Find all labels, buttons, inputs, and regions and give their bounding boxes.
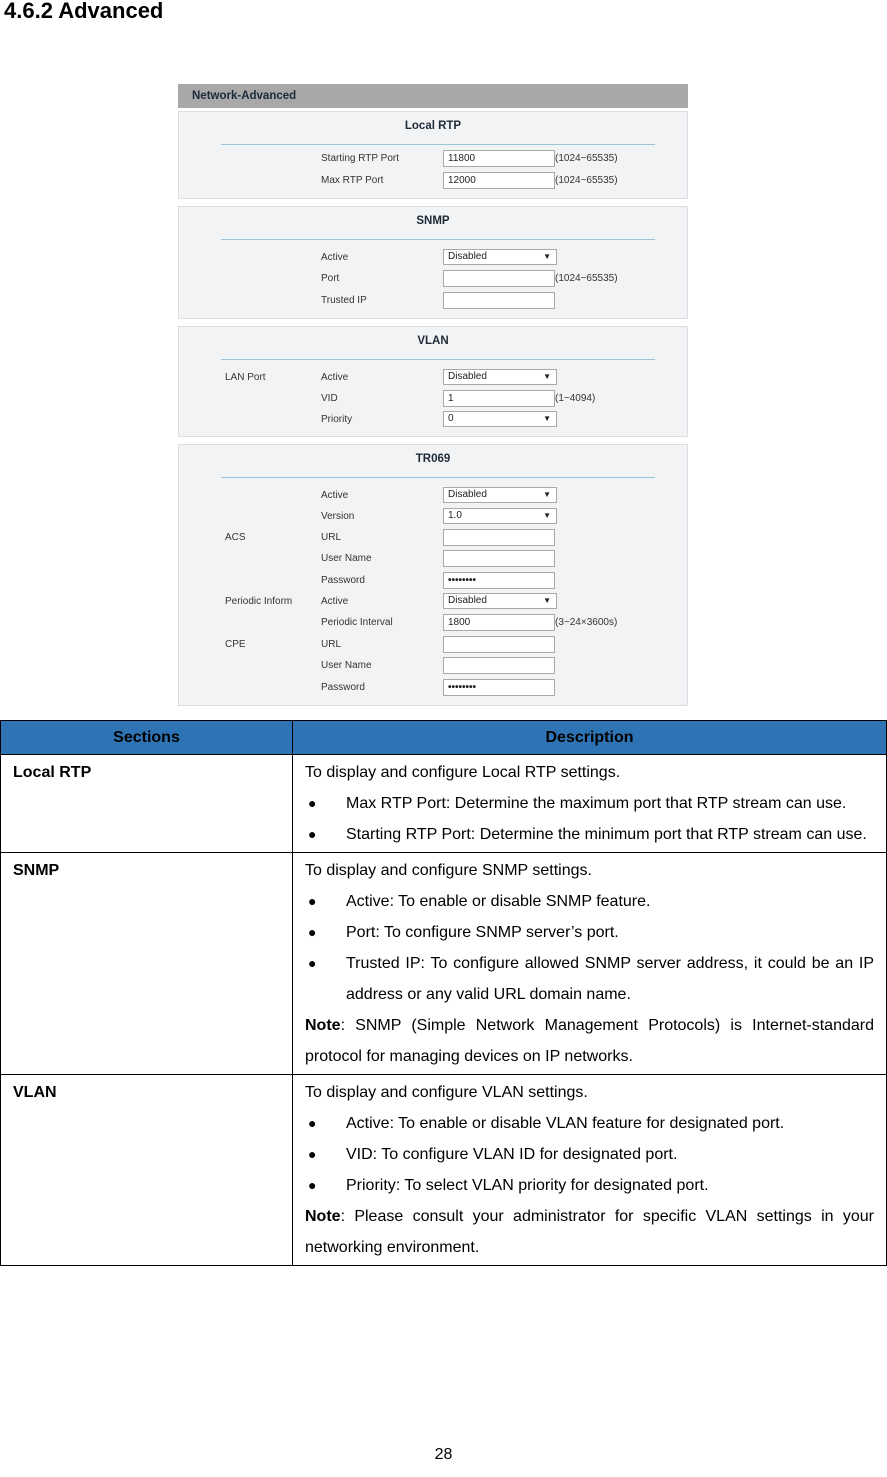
list-item-text: Max RTP Port: Determine the maximum port that RTP stream can use. bbox=[346, 795, 847, 812]
divider bbox=[221, 359, 655, 360]
list-item-text: Trusted IP: To configure allowed SNMP server address, it could be an IP address or any valid URL domain name. bbox=[346, 955, 874, 1003]
acs-username-label: User Name bbox=[321, 553, 372, 564]
table-row bbox=[1, 1075, 887, 1266]
bullet-list bbox=[305, 1108, 874, 1201]
tr069-active-select[interactable] bbox=[443, 487, 557, 503]
page-number: 28 bbox=[434, 1446, 453, 1463]
cpe-username-row bbox=[179, 657, 687, 677]
periodic-interval-input[interactable]: 1800 bbox=[443, 614, 555, 631]
acs-url-row bbox=[179, 529, 687, 549]
tr069-version-select[interactable] bbox=[443, 508, 557, 524]
acs-url-label: URL bbox=[321, 532, 342, 543]
vlan-active-value: Disabled bbox=[448, 371, 487, 382]
vlan-priority-row bbox=[179, 411, 687, 431]
vlan-vid-row bbox=[179, 390, 687, 410]
list-item bbox=[305, 886, 874, 917]
bullet-icon: ● bbox=[308, 1146, 317, 1162]
list-item bbox=[305, 819, 874, 850]
max-rtp-port-hint: (1024~65535) bbox=[555, 175, 618, 186]
bullet-icon: ● bbox=[308, 1177, 317, 1193]
snmp-trusted-ip-input[interactable] bbox=[443, 292, 555, 309]
starting-rtp-port-row bbox=[179, 150, 687, 170]
snmp-port-row bbox=[179, 270, 687, 290]
description-header: Description bbox=[293, 721, 887, 755]
divider bbox=[221, 239, 655, 240]
cpe-url-label: URL bbox=[321, 639, 342, 650]
snmp-active-select[interactable] bbox=[443, 249, 557, 265]
vlan-panel bbox=[178, 326, 688, 437]
network-advanced-screenshot bbox=[178, 84, 688, 706]
vlan-vid-input[interactable]: 1 bbox=[443, 390, 555, 407]
tr069-version-label: Version bbox=[321, 511, 355, 522]
list-item bbox=[305, 917, 874, 948]
snmp-active-value: Disabled bbox=[448, 251, 487, 262]
intro-text: To display and configure Local RTP settings. bbox=[305, 764, 621, 781]
description-cell bbox=[293, 1075, 887, 1266]
snmp-trusted-ip-row bbox=[179, 292, 687, 312]
snmp-port-input[interactable] bbox=[443, 270, 555, 287]
tr069-title: TR069 bbox=[415, 453, 451, 465]
periodic-inform-group-label: Periodic Inform bbox=[225, 596, 293, 607]
cpe-password-input[interactable]: •••••••• bbox=[443, 679, 555, 696]
bullet-list bbox=[305, 788, 874, 850]
section-cell: VLAN bbox=[1, 1075, 293, 1266]
list-item-text: Priority: To select VLAN priority for designated port. bbox=[346, 1177, 709, 1194]
table-header-row bbox=[1, 721, 887, 755]
bullet-icon: ● bbox=[308, 795, 317, 811]
periodic-active-row bbox=[179, 593, 687, 613]
periodic-active-label: Active bbox=[321, 596, 349, 607]
local-rtp-title: Local RTP bbox=[404, 120, 462, 132]
acs-password-label: Password bbox=[321, 575, 365, 586]
vlan-group-label: LAN Port bbox=[225, 372, 266, 383]
screenshot-title: Network-Advanced bbox=[178, 84, 688, 108]
periodic-interval-row bbox=[179, 614, 687, 634]
dropdown-arrow-icon: ▼ bbox=[543, 252, 551, 261]
acs-password-row bbox=[179, 572, 687, 592]
local-rtp-panel bbox=[178, 111, 688, 199]
tr069-active-row bbox=[179, 487, 687, 507]
intro-text: To display and configure VLAN settings. bbox=[305, 1084, 588, 1101]
dropdown-arrow-icon: ▼ bbox=[543, 372, 551, 381]
list-item-text: Active: To enable or disable SNMP feature. bbox=[346, 893, 651, 910]
bullet-icon: ● bbox=[308, 826, 317, 842]
table-row bbox=[1, 853, 887, 1075]
periodic-interval-hint: (3~24×3600s) bbox=[555, 617, 618, 628]
list-item bbox=[305, 788, 874, 819]
max-rtp-port-input[interactable]: 12000 bbox=[443, 172, 555, 189]
snmp-title: SNMP bbox=[416, 215, 450, 227]
max-rtp-port-label: Max RTP Port bbox=[321, 175, 384, 186]
note-body: : Please consult your administrator for specific VLAN settings in your networking environment. bbox=[305, 1208, 874, 1256]
acs-password-input[interactable]: •••••••• bbox=[443, 572, 555, 589]
vlan-vid-label: VID bbox=[321, 393, 338, 404]
acs-url-input[interactable] bbox=[443, 529, 555, 546]
max-rtp-port-row bbox=[179, 172, 687, 192]
vlan-vid-hint: (1~4094) bbox=[555, 393, 596, 404]
snmp-port-label: Port bbox=[321, 273, 340, 284]
periodic-interval-label: Periodic Interval bbox=[321, 617, 393, 628]
bullet-icon: ● bbox=[308, 893, 317, 909]
list-item bbox=[305, 1170, 874, 1201]
dropdown-arrow-icon: ▼ bbox=[543, 596, 551, 605]
cpe-url-row bbox=[179, 636, 687, 656]
vlan-active-row bbox=[179, 369, 687, 389]
starting-rtp-port-input[interactable]: 11800 bbox=[443, 150, 555, 167]
cpe-password-row bbox=[179, 679, 687, 699]
dropdown-arrow-icon: ▼ bbox=[543, 511, 551, 520]
snmp-port-hint: (1024~65535) bbox=[555, 273, 618, 284]
acs-username-row bbox=[179, 550, 687, 570]
divider bbox=[221, 144, 655, 145]
starting-rtp-port-hint: (1024~65535) bbox=[555, 153, 618, 164]
description-cell bbox=[293, 853, 887, 1075]
snmp-active-row bbox=[179, 249, 687, 269]
snmp-panel bbox=[178, 206, 688, 319]
divider bbox=[221, 477, 655, 478]
note-label: Note bbox=[305, 1208, 341, 1225]
list-item bbox=[305, 1139, 874, 1170]
note-text bbox=[305, 1201, 874, 1263]
vlan-priority-label: Priority bbox=[321, 414, 353, 425]
periodic-active-select[interactable] bbox=[443, 593, 557, 609]
tr069-active-label: Active bbox=[321, 490, 349, 501]
list-item-text: Starting RTP Port: Determine the minimum port that RTP stream can use. bbox=[346, 826, 867, 843]
note-label: Note bbox=[305, 1017, 341, 1034]
periodic-active-value: Disabled bbox=[448, 595, 487, 606]
description-table bbox=[0, 720, 887, 1266]
tr069-version-value: 1.0 bbox=[448, 510, 462, 521]
dropdown-arrow-icon: ▼ bbox=[543, 414, 551, 423]
list-item bbox=[305, 1108, 874, 1139]
acs-group-label: ACS bbox=[225, 532, 246, 543]
bullet-list bbox=[305, 886, 874, 1010]
section-cell: SNMP bbox=[1, 853, 293, 1075]
list-item-text: Port: To configure SNMP server’s port. bbox=[346, 924, 619, 941]
tr069-panel bbox=[178, 444, 688, 706]
section-cell: Local RTP bbox=[1, 755, 293, 853]
note-text bbox=[305, 1010, 874, 1072]
list-item bbox=[305, 948, 874, 1010]
list-item-text: Active: To enable or disable VLAN feature for designated port. bbox=[346, 1115, 785, 1132]
table-row bbox=[1, 755, 887, 853]
vlan-active-select[interactable] bbox=[443, 369, 557, 385]
vlan-active-label: Active bbox=[321, 372, 349, 383]
list-item-text: VID: To configure VLAN ID for designated port. bbox=[346, 1146, 678, 1163]
vlan-title: VLAN bbox=[417, 335, 449, 347]
acs-username-input[interactable] bbox=[443, 550, 555, 567]
tr069-version-row bbox=[179, 508, 687, 528]
snmp-active-label: Active bbox=[321, 252, 349, 263]
sections-header: Sections bbox=[1, 721, 293, 755]
cpe-username-input[interactable] bbox=[443, 657, 555, 674]
cpe-username-label: User Name bbox=[321, 660, 372, 671]
note-body: : SNMP (Simple Network Management Protocols) is Internet-standard protocol for managing devices on IP networks. bbox=[305, 1017, 874, 1065]
tr069-active-value: Disabled bbox=[448, 489, 487, 500]
cpe-password-label: Password bbox=[321, 682, 365, 693]
cpe-url-input[interactable] bbox=[443, 636, 555, 653]
vlan-priority-value: 0 bbox=[448, 413, 454, 424]
bullet-icon: ● bbox=[308, 924, 317, 940]
section-heading: 4.6.2 Advanced bbox=[4, 0, 164, 23]
cpe-group-label: CPE bbox=[225, 639, 246, 650]
description-cell bbox=[293, 755, 887, 853]
bullet-icon: ● bbox=[308, 1115, 317, 1131]
intro-text: To display and configure SNMP settings. bbox=[305, 862, 592, 879]
bullet-icon: ● bbox=[308, 955, 317, 971]
snmp-trusted-ip-label: Trusted IP bbox=[321, 295, 367, 306]
vlan-priority-select[interactable] bbox=[443, 411, 557, 427]
dropdown-arrow-icon: ▼ bbox=[543, 490, 551, 499]
starting-rtp-port-label: Starting RTP Port bbox=[321, 153, 399, 164]
